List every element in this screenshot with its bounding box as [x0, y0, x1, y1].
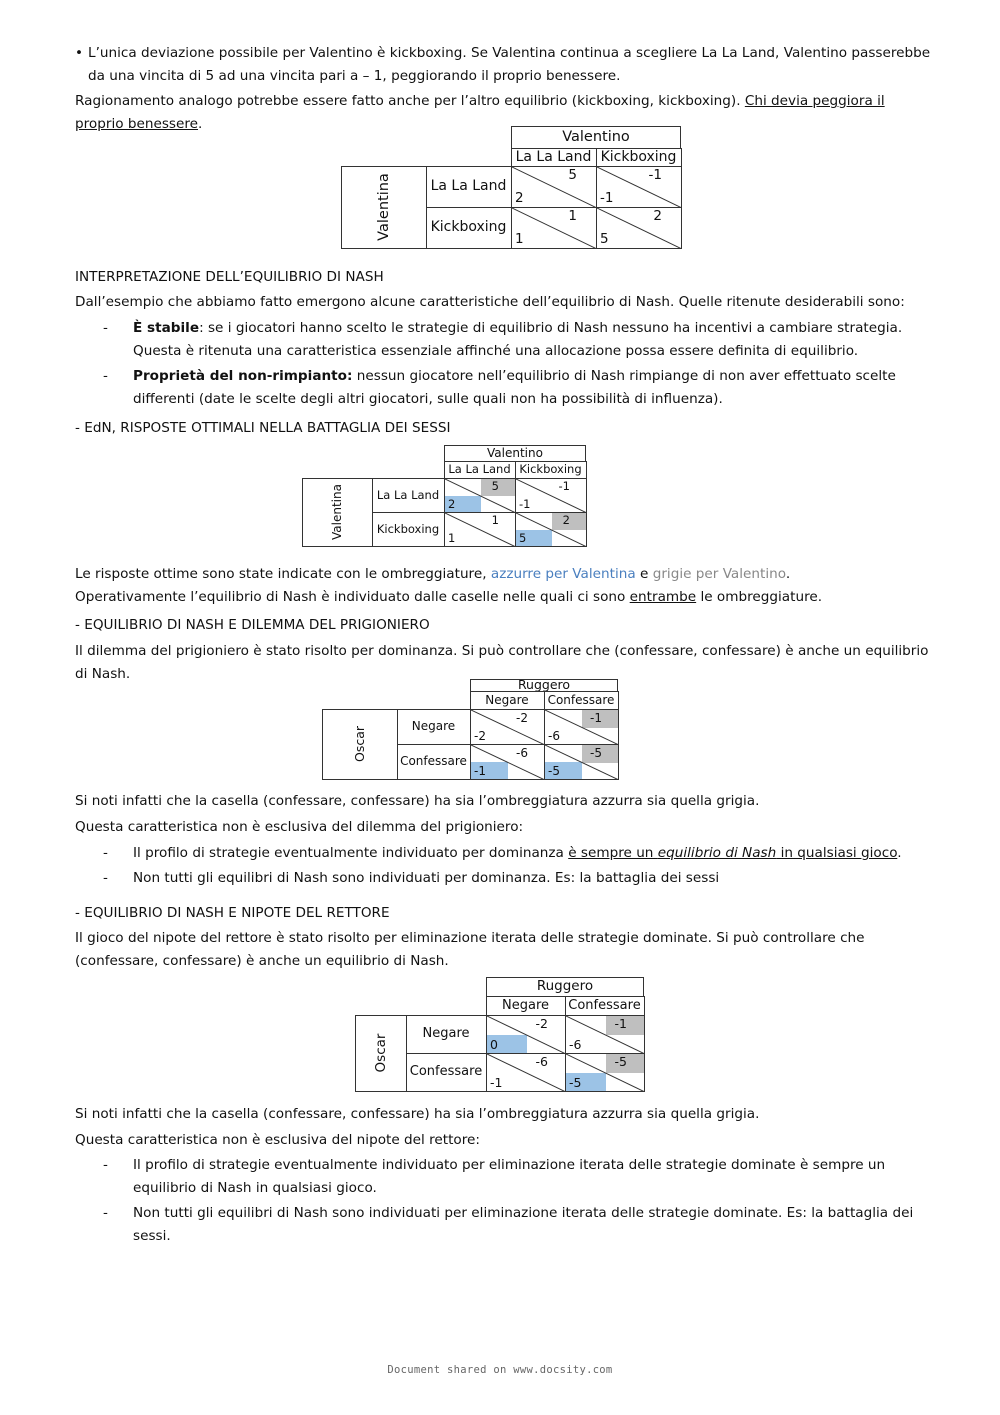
col-payoff: -1 [648, 167, 662, 183]
rn-item2: Non tutti gli equilibri di Nash sono individuati per eliminazione iterata delle strategie dominate. Es: la battaglia dei sessi. [133, 1205, 914, 1244]
no-regret-text: nessun giocatore nell’equilibrio di Nash rimpiange di non aver effettuato scelte differenti (date le scelte degli altri giocatori, sulle quali non ha possibilità di influenza). [133, 368, 896, 407]
row-payoff: -5 [569, 1074, 582, 1090]
row-strategy-label: La La Land [376, 488, 440, 502]
payoff-cell [511, 207, 597, 249]
list-dash: - [103, 320, 108, 336]
footer-credit: Document shared on www.docsity.com [387, 1364, 613, 1376]
pd-item1-pre: Il profilo di strategie eventualmente individuato per dominanza [133, 845, 569, 861]
col-player-label: Ruggero [517, 677, 571, 692]
row-payoff: -1 [600, 189, 614, 206]
col-player-label: Ruggero [536, 978, 594, 994]
col-payoff: -6 [516, 746, 528, 760]
col-player-label: Valentino [487, 446, 543, 460]
diagonal-line [487, 1016, 566, 1054]
pd-note-line2: Questa caratteristica non è esclusiva del dilemma del prigioniero: [75, 819, 524, 835]
shading-note-line1 [75, 563, 935, 586]
payoff-cell [596, 207, 682, 249]
payoff-cell [596, 166, 682, 208]
pd-item1-italic: equilibrio di Nash [657, 845, 777, 861]
shading-note-end: . [785, 566, 791, 582]
cell-diagonal [512, 208, 597, 249]
bullet-mark: • [75, 45, 84, 61]
col-strategy-label: Negare [502, 998, 549, 1013]
cell-diagonal [445, 479, 516, 513]
row-payoff: -1 [519, 496, 531, 511]
col-strategy-label: La La Land [515, 149, 592, 165]
payoff-cell [470, 709, 545, 745]
col-strategy-label: Confessare [547, 693, 615, 707]
rn-note-line2: Questa caratteristica non è esclusiva del nipote del rettore: [75, 1132, 480, 1148]
row-payoff: -6 [569, 1036, 582, 1052]
col-payoff: 2 [653, 208, 662, 224]
game-matrix-3 [322, 679, 618, 780]
col-payoff: -2 [516, 711, 528, 725]
row-payoff: -6 [548, 729, 560, 743]
diagonal-line [445, 479, 516, 513]
col-strategy-label: Kickboxing [600, 149, 677, 165]
pd-item1-u2: in qualsiasi gioco [776, 845, 898, 861]
prisoners-dilemma-paragraph: Il dilemma del prigioniero è stato risolto per dominanza. Si può controllare che (confessare, confessare) è anche un equilibrio di Nash. [75, 643, 929, 682]
payoff-cell [565, 1015, 645, 1054]
col-strategy-label: Negare [485, 693, 529, 707]
intro-paragraph-underlined: Chi devia peggiora il proprio benessere [75, 93, 885, 132]
col-payoff: -1 [590, 711, 602, 725]
payoff-cell [515, 478, 587, 513]
intro-paragraph-end: . [198, 116, 203, 132]
payoff-cell [511, 166, 597, 208]
col-payoff: -1 [614, 1016, 627, 1031]
diagonal-line [445, 513, 516, 547]
diagonal-line [516, 513, 587, 547]
list-dash: - [103, 1205, 108, 1221]
shading-note2-end: le ombreggiature. [696, 589, 823, 605]
intro-bullet-text: L’unica deviazione possibile per Valentino è kickboxing. Se Valentina continua a scegliere La La Land, Valentino passerebbe da una vincita di 5 ad una vincita pari a – 1, peggiorando il proprio benessere. [88, 45, 931, 84]
row-player-label: Oscar [351, 725, 367, 763]
cell-diagonal [597, 208, 682, 249]
payoff-cell [486, 1053, 566, 1092]
shading-note2-underlined: entrambe [629, 589, 697, 605]
pd-item2: Non tutti gli equilibri di Nash sono individuati per dominanza. Es: la battaglia dei sessi [133, 870, 720, 886]
diagonal-line [512, 208, 597, 249]
col-payoff: -1 [558, 479, 570, 493]
game-matrix-4 [355, 977, 645, 1091]
col-payoff: -6 [535, 1054, 548, 1069]
interp-paragraph: Dall’esempio che abbiamo fatto emergono alcune caratteristiche dell’equilibrio di Nash. Quelle ritenute desiderabili sono: [75, 294, 905, 310]
row-strategy-label: Negare [422, 1026, 470, 1041]
col-payoff: 1 [568, 208, 577, 224]
shading-note-line2 [75, 586, 935, 609]
row-player-label: Valentina [375, 173, 392, 241]
row-strategy-label: Confessare [400, 754, 467, 768]
row-payoff: 2 [515, 189, 524, 206]
shading-note2-pre: Operativamente l’equilibrio di Nash è individuato dalle caselle nelle quali ci sono [75, 589, 630, 605]
stable-text: : se i giocatori hanno scelto le strategie di equilibrio di Nash nessuno ha incentivi a cambiare strategia. Questa è ritenuta una caratteristica essenziale affinché una allocazione possa essere definita di equilibrio. [133, 320, 903, 359]
row-payoff: 1 [515, 230, 524, 247]
col-payoff: 5 [491, 479, 499, 493]
cell-diagonal [445, 513, 516, 547]
row-payoff: -1 [474, 764, 486, 778]
row-strategy-label: Negare [411, 719, 456, 733]
cell-diagonal [512, 167, 597, 208]
stable-label: È stabile [133, 320, 200, 336]
row-payoff: -5 [548, 764, 560, 778]
pd-item1-u1: è sempre un [568, 845, 658, 861]
section-heading-best-responses: - EdN, RISPOSTE OTTIMALI NELLA BATTAGLIA DEI SESSI [75, 420, 451, 436]
col-payoff: -5 [614, 1054, 627, 1069]
no-regret-label: Proprietà del non-rimpianto: [133, 368, 353, 384]
diagonal-line [597, 208, 682, 249]
col-payoff: 5 [568, 167, 577, 183]
rn-note-line1: Si noti infatti che la casella (confessare, confessare) ha sia l’ombreggiatura azzurra sia quella grigia. [75, 1106, 760, 1122]
row-payoff: 0 [490, 1036, 498, 1052]
blue-legend-text: azzurre per Valentina [490, 566, 636, 582]
shading-note-mid: e [635, 566, 653, 582]
list-dash: - [103, 1157, 108, 1173]
row-player-label: Oscar [372, 1033, 389, 1073]
payoff-cell [470, 744, 545, 780]
list-dash: - [103, 368, 108, 384]
row-strategy-label: Confessare [409, 1064, 483, 1079]
col-payoff: -5 [590, 746, 602, 760]
row-payoff: -2 [474, 729, 486, 743]
col-strategy-label: Kickboxing [519, 462, 582, 476]
payoff-cell [565, 1053, 645, 1092]
row-payoff: 2 [448, 496, 456, 511]
payoff-cell [515, 512, 587, 547]
row-payoff: 1 [448, 530, 456, 545]
col-payoff: 2 [562, 513, 570, 527]
grey-legend-text: grigie per Valentino [652, 566, 786, 582]
row-strategy-label: Kickboxing [430, 219, 507, 235]
game-matrix-2 [302, 445, 586, 546]
cell-diagonal [516, 513, 587, 547]
list-dash: - [103, 870, 108, 886]
payoff-cell [486, 1015, 566, 1054]
cell-diagonal [487, 1016, 566, 1054]
col-player-label: Valentino [562, 129, 630, 145]
col-strategy-label: La La Land [448, 462, 511, 476]
list-dash: - [103, 845, 108, 861]
col-strategy-label: Confessare [568, 998, 641, 1013]
pd-item1-underlined [568, 845, 897, 861]
shading-note-pre: Le risposte ottime sono state indicate con le ombreggiature, [75, 566, 491, 582]
payoff-cell [444, 478, 516, 513]
row-payoff: -1 [490, 1074, 503, 1090]
rn-item1: Il profilo di strategie eventualmente individuato per eliminazione iterata delle strategie dominate è sempre un equilibrio di Nash in qualsiasi gioco. [133, 1157, 886, 1196]
pd-note-line1: Si noti infatti che la casella (confessare, confessare) ha sia l’ombreggiatura azzurra sia quella grigia. [75, 793, 760, 809]
rector-nephew-paragraph: Il gioco del nipote del rettore è stato risolto per eliminazione iterata delle strategie dominate. Si può controllare che (confessare, confessare) è anche un equilibrio di Nash. [75, 930, 865, 969]
diagonal-line [512, 167, 597, 208]
section-heading-rector-nephew: - EQUILIBRIO DI NASH E NIPOTE DEL RETTORE [75, 905, 390, 921]
intro-paragraph-text: Ragionamento analogo potrebbe essere fatto anche per l’altro equilibrio (kickboxing, kickboxing). [75, 93, 745, 109]
payoff-cell [444, 512, 516, 547]
pd-item1-end: . [897, 845, 902, 861]
row-player-label: Valentina [330, 484, 344, 540]
row-strategy-label: La La Land [430, 178, 507, 194]
section-heading-prisoners-dilemma: - EQUILIBRIO DI NASH E DILEMMA DEL PRIGIONIERO [75, 617, 430, 633]
row-payoff: 5 [519, 530, 527, 545]
row-strategy-label: Kickboxing [376, 522, 440, 536]
col-payoff: -2 [535, 1016, 548, 1031]
col-payoff: 1 [491, 513, 499, 527]
payoff-cell [544, 709, 619, 745]
section-heading-interpretation: INTERPRETAZIONE DELL’EQUILIBRIO DI NASH [75, 269, 384, 285]
payoff-cell [544, 744, 619, 780]
game-matrix-1 [341, 126, 681, 248]
row-payoff: 5 [600, 230, 609, 247]
